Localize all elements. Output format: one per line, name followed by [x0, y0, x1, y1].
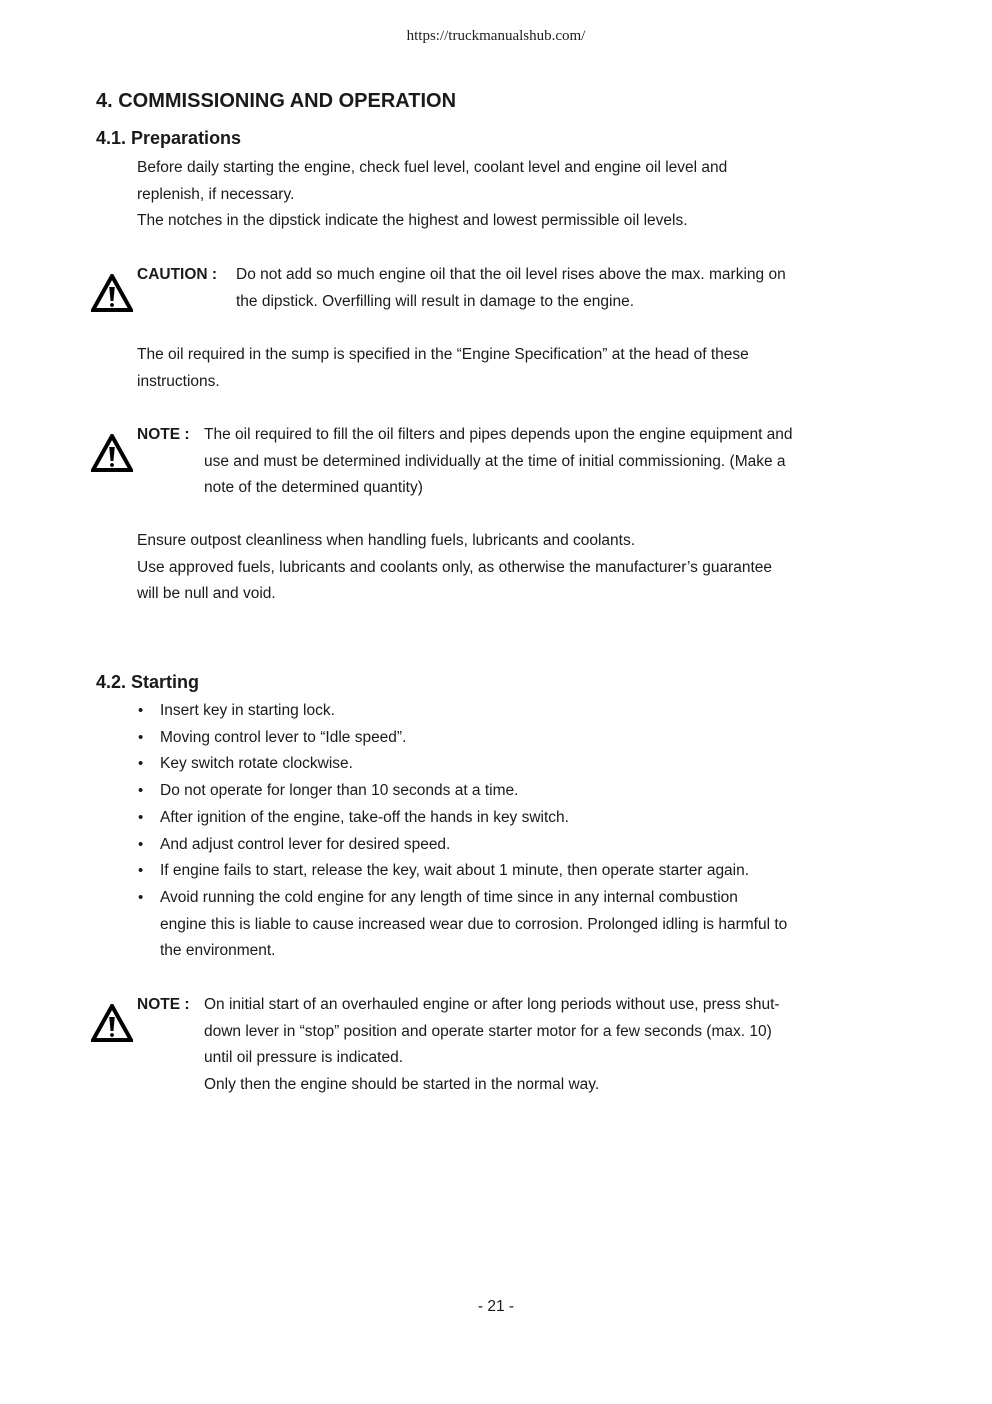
bullet-icon: •	[138, 835, 144, 853]
list-item-text: Do not operate for longer than 10 seconds at a time.	[160, 782, 519, 800]
text-line: use and must be determined individually at the time of initial commissioning. (Make a	[204, 452, 786, 470]
list-item-text: Insert key in starting lock.	[160, 702, 335, 719]
section-title: 4. COMMISSIONING AND OPERATION	[96, 90, 457, 112]
text-line: The oil required in the sump is specified in the “Engine Specification” at the head of these	[137, 346, 749, 363]
list-item	[137, 805, 787, 832]
starting-steps-list	[137, 698, 787, 965]
bullet-icon: •	[138, 862, 144, 880]
text-line: Avoid running the cold engine for any length of time since in any internal combustion	[160, 888, 738, 906]
text-line: engine this is liable to cause increased wear due to corrosion. Prolonged idling is harmful to	[160, 915, 788, 933]
text-line: Ensure outpost cleanliness when handling fuels, lubricants and coolants.	[137, 532, 636, 549]
cleanliness-paragraph	[137, 528, 772, 608]
caution-block	[137, 262, 217, 289]
oil-sump-paragraph	[137, 342, 749, 395]
list-item	[137, 885, 787, 965]
note-label: NOTE :	[137, 996, 190, 1013]
text-line: On initial start of an overhauled engine or after long periods without use, press shut-	[204, 996, 780, 1013]
text-line: the environment.	[160, 942, 276, 960]
bullet-icon: •	[138, 728, 144, 746]
starting-heading: 4.2. Starting	[96, 672, 200, 692]
list-item	[137, 858, 787, 885]
text-line: the dipstick. Overfilling will result in damage to the engine.	[236, 292, 635, 310]
list-item	[137, 778, 787, 805]
caution-text	[236, 262, 786, 315]
note-text	[204, 422, 793, 502]
text-line: Do not add so much engine oil that the oil level rises above the max. marking on	[236, 266, 786, 283]
text-line: instructions.	[137, 372, 220, 390]
text-line: The oil required to fill the oil filters and pipes depends upon the engine equipment and	[204, 426, 793, 443]
caution-label: CAUTION :	[137, 266, 218, 283]
text-line: Use approved fuels, lubricants and coolants only, as otherwise the manufacturer’s guarantee	[137, 558, 773, 576]
list-item-text: After ignition of the engine, take-off the hands in key switch.	[160, 808, 569, 826]
text-line: Only then the engine should be started in the normal way.	[204, 1076, 600, 1094]
list-item-text: Moving control lever to “Idle speed”.	[160, 728, 407, 746]
list-item	[137, 698, 787, 725]
page-number: - 21 -	[477, 1298, 515, 1315]
bullet-icon: •	[138, 702, 144, 719]
text-line: replenish, if necessary.	[137, 185, 295, 203]
note-label: NOTE :	[137, 426, 190, 443]
text-line: Before daily starting the engine, check fuel level, coolant level and engine oil level and	[137, 159, 728, 176]
bullet-icon: •	[138, 782, 144, 800]
text-line: The notches in the dipstick indicate the highest and lowest permissible oil levels.	[137, 212, 688, 230]
list-item	[137, 832, 787, 859]
list-item-text: Key switch rotate clockwise.	[160, 755, 353, 773]
text-line: will be null and void.	[137, 585, 276, 603]
warning-triangle-icon	[91, 274, 133, 312]
text-line: until oil pressure is indicated.	[204, 1049, 404, 1067]
list-item	[137, 751, 787, 778]
preparations-heading: 4.1. Preparations	[96, 128, 242, 148]
text-line: down lever in “stop” position and operate starter motor for a few seconds (max. 10)	[204, 1022, 772, 1040]
warning-triangle-icon	[91, 1004, 133, 1042]
bullet-icon: •	[138, 808, 144, 826]
note-block	[137, 422, 190, 449]
preparations-intro	[137, 155, 727, 235]
list-item-text: And adjust control lever for desired speed.	[160, 835, 451, 853]
bullet-icon: •	[138, 755, 144, 773]
source-url: https://truckmanualshub.com/	[406, 28, 586, 44]
warning-triangle-icon	[91, 434, 133, 472]
note-text	[204, 992, 780, 1099]
note-block	[137, 992, 190, 1019]
text-line: note of the determined quantity)	[204, 479, 423, 497]
list-item-text: If engine fails to start, release the key, wait about 1 minute, then operate starter again.	[160, 862, 750, 880]
bullet-icon: •	[138, 888, 144, 906]
list-item	[137, 725, 787, 752]
